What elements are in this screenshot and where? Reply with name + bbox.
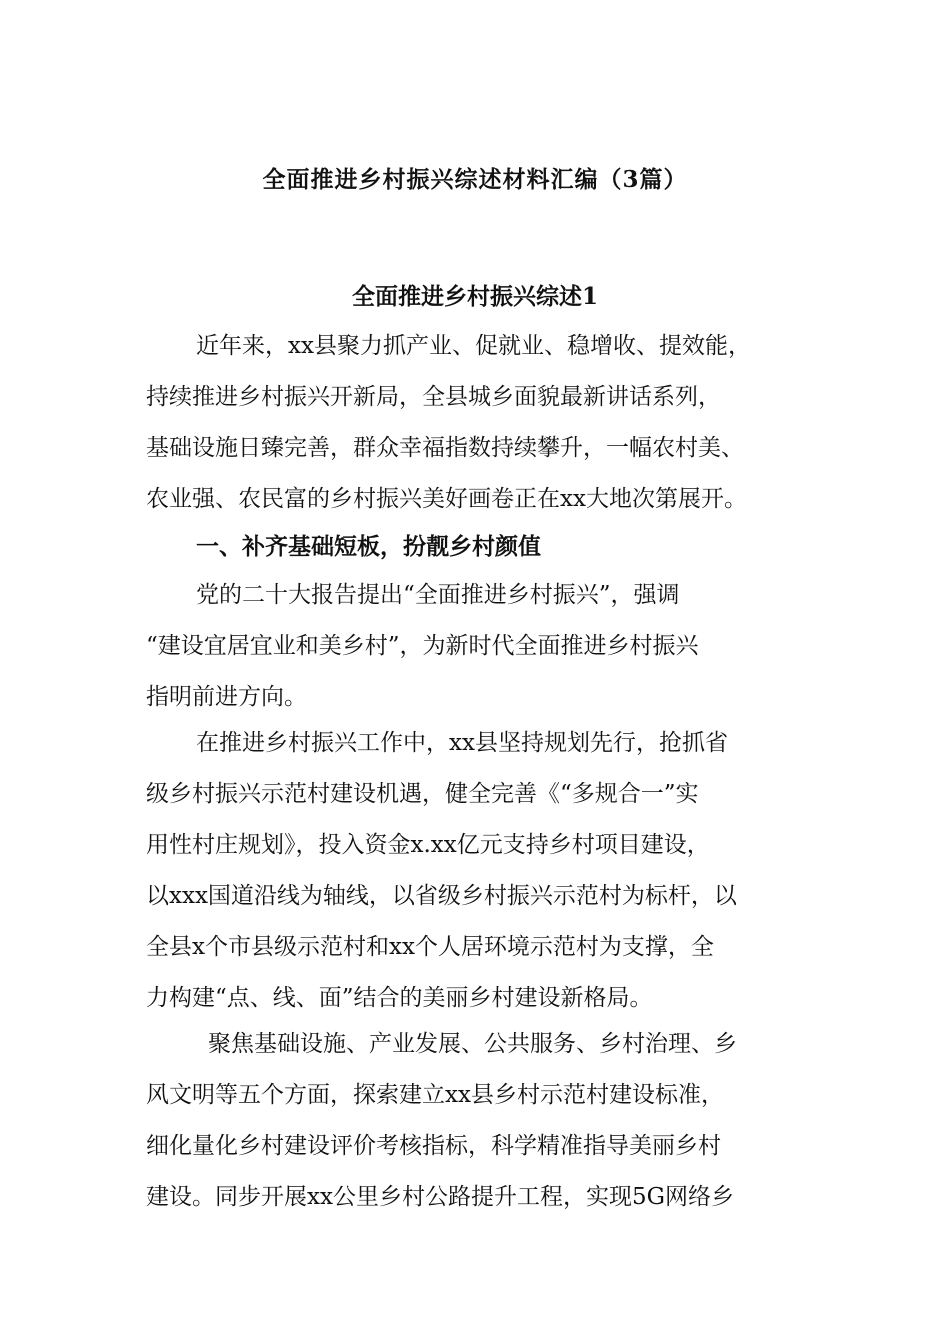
paragraph-line: 近年来，xx县聚力抓产业、促就业、稳增收、提效能， — [196, 333, 751, 359]
paragraph-line: 以xxx国道沿线为轴线，以省级乡村振兴示范村为标杆，以 — [146, 883, 737, 909]
paragraph-line: 用性村庄规划》，投入资金x.xx亿元支持乡村项目建设， — [146, 832, 710, 858]
paragraph-planning — [146, 718, 826, 1024]
paragraph-line: 聚焦基础设施、产业发展、公共服务、乡村治理、乡 — [208, 1031, 737, 1057]
paragraph-line: 党的二十大报告提出“全面推进乡村振兴”，强调 — [196, 582, 680, 608]
paragraph-line: 在推进乡村振兴工作中，xx县坚持规划先行，抢抓省 — [196, 730, 728, 756]
paragraph-report — [146, 570, 826, 723]
paragraph-line: 指明前进方向。 — [146, 684, 307, 710]
paragraph-line: 风文明等五个方面，探索建立xx县乡村示范村建设标准， — [146, 1082, 724, 1108]
paragraph-line: 农业强、农民富的乡村振兴美好画卷正在xx大地次第展开。 — [146, 486, 747, 512]
paragraph-line: 基础设施日臻完善，群众幸福指数持续攀升，一幅农村美、 — [146, 435, 744, 461]
paragraph-focus — [146, 1019, 826, 1223]
heading-section-one — [146, 521, 826, 572]
paragraph-line: 力构建“点、线、面”结合的美丽乡村建设新格局。 — [146, 985, 653, 1011]
document-title: 全面推进乡村振兴综述材料汇编（3篇） — [262, 166, 688, 193]
paragraph-line: 细化量化乡村建设评价考核指标，科学精准指导美丽乡村 — [146, 1133, 721, 1159]
paragraph-line: “建设宜居宜业和美乡村”，为新时代全面推进乡村振兴 — [146, 633, 699, 659]
section-title: 全面推进乡村振兴综述1 — [351, 283, 598, 310]
paragraph-line: 建设。同步开展xx公里乡村公路提升工程，实现5G网络乡 — [146, 1184, 734, 1210]
paragraph-line: 级乡村振兴示范村建设机遇，健全完善《“多规合一”实 — [146, 781, 699, 807]
paragraph-line: 全县x个市县级示范村和xx个人居环境示范村为支撑，全 — [146, 934, 714, 960]
paragraph-line: 持续推进乡村振兴开新局，全县城乡面貌最新讲话系列， — [146, 384, 721, 410]
paragraph-intro — [146, 321, 826, 525]
heading-text: 一、补齐基础短板，扮靓乡村颜值 — [196, 533, 541, 560]
